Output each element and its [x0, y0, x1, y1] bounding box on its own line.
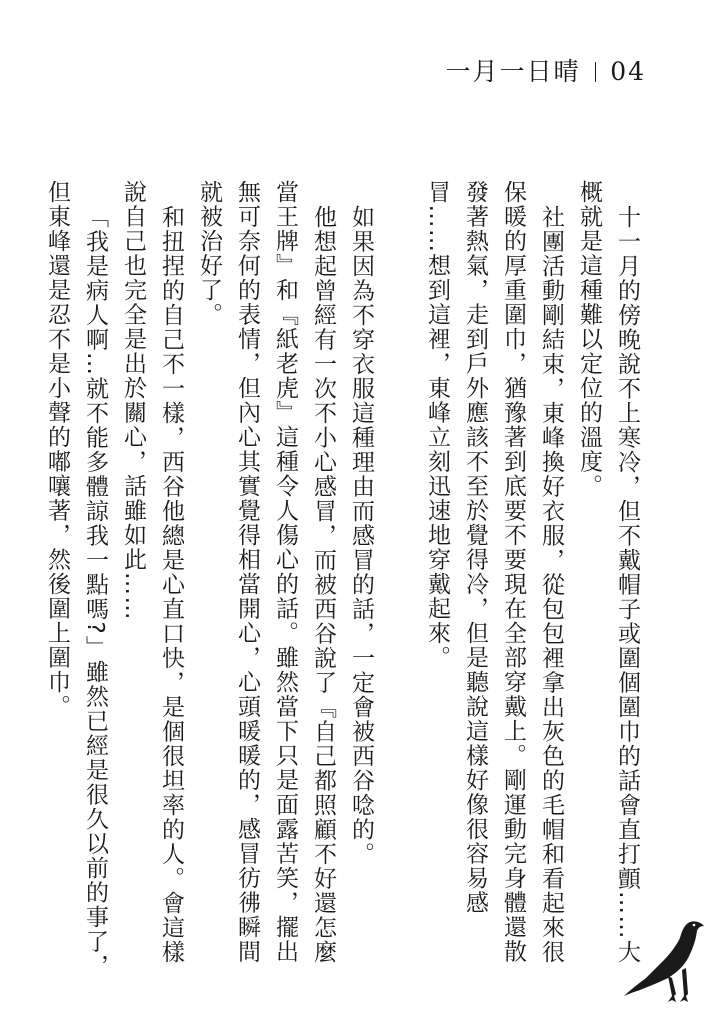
crow-icon [624, 914, 708, 1006]
paragraph-2: 社團活動剛結束，東峰換好衣服，從包包裡拿出灰色的毛帽和看起來很保暖的厚重圍巾，猶豫著到底要不要現在全部穿戴上。剛運動完身體還散發著熱氣，走到戶外應該不至於覺得冷，但是聽說這樣好像很容易感冒……想到這裡，東峰立刻迅速地穿戴起來。 [424, 180, 564, 965]
paragraph-6: 「我是病人啊…就不能多體諒我一點嗎?」雖然已經是很久以前的事了，但東峰還是忍不是小聲的嘟嚷著，然後圍上圍巾。 [44, 180, 108, 979]
page-header [446, 52, 646, 88]
paragraph-3: 如果因為不穿衣服這種理由而感冒的話，一定會被西谷唸的。 [348, 205, 374, 867]
paragraph-4: 他想起曾經有一次不小心感冒，而被西谷說了『自己都照顧不好還怎麼當王牌』和『紙老虎』這種令人傷心的話。雖然當下只是面露苦笑，擺出無可奈何的表情，但內心其實覺得相當開心，心頭暖暖的，感冒彷彿瞬間就被治好了。 [196, 180, 336, 965]
paragraph-spacer [380, 180, 418, 980]
body-text [38, 180, 646, 980]
paragraph-1: 十一月的傍晚說不上寒冷，但不戴帽子或圍個圍巾的話會直打顫……大概就是這種難以定位的溫度。 [576, 180, 640, 965]
page-number: 04 [610, 57, 646, 86]
header-divider [595, 62, 597, 82]
chapter-title: 一月一日晴 [445, 57, 581, 86]
paragraph-5: 和扭捏的自己不一樣，西谷他總是心直口快，是個很坦率的人。會這樣說自己也完全是出於關心，話雖如此…… [120, 180, 184, 965]
